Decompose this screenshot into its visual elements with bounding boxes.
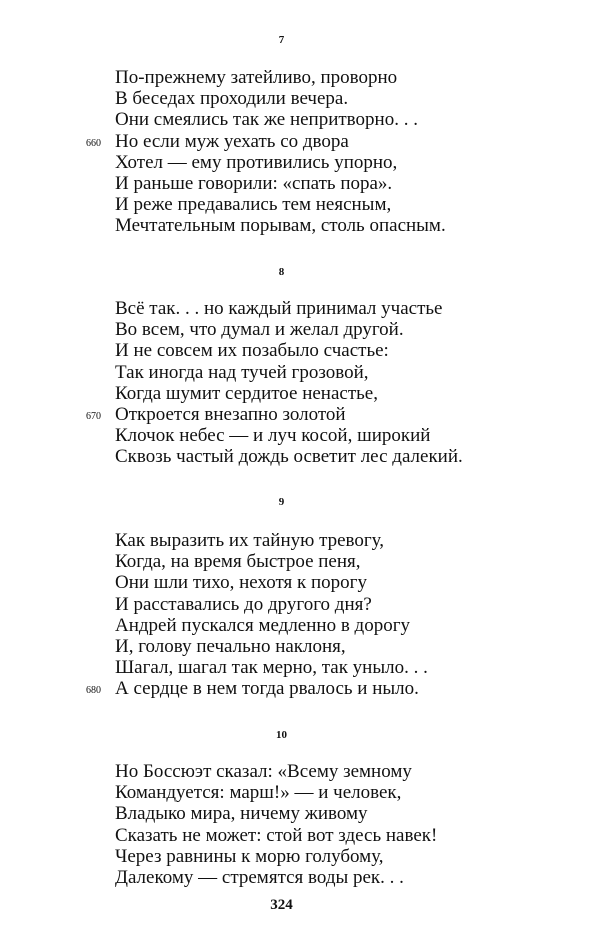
verse-text: Хотел — ему противились упорно,	[115, 151, 398, 173]
verse-text: Сказать не может: стой вот здесь навек!	[115, 824, 438, 846]
stanza-number: 8	[278, 266, 285, 278]
verse-line	[0, 867, 600, 888]
verse-text: Но если муж уехать со двора	[115, 130, 349, 152]
verse-text: Через равнины к морю голубому,	[115, 845, 384, 867]
verse-line	[0, 319, 600, 340]
verse-line	[0, 173, 600, 194]
verse-text: Когда шумит сердитое ненастье,	[115, 382, 378, 404]
verse-text: И расставались до другого дня?	[115, 593, 372, 615]
verse-text: Клочок небес — и луч косой, широкий	[115, 425, 431, 447]
stanza-lines	[0, 67, 600, 237]
verse-text: Но Боссюэт сказал: «Всему земному	[115, 761, 412, 782]
verse-text: Во всем, что думал и желал другой.	[115, 319, 404, 341]
verse-text: Откроется внезапно золотой	[115, 403, 346, 425]
verse-line	[0, 298, 600, 319]
verse-text: А сердце в нем тогда рвалось и ныло.	[115, 678, 419, 700]
verse-line	[0, 362, 600, 383]
page-number: 324	[270, 897, 293, 913]
verse-line	[0, 404, 600, 425]
stanza-lines	[0, 298, 600, 468]
verse-text: И реже предавались тем неясным,	[115, 194, 392, 216]
stanza-number: 7	[278, 34, 285, 46]
verse-line	[0, 825, 600, 846]
line-number: 660	[86, 137, 101, 149]
verse-line	[0, 594, 600, 615]
verse-text: Далекому — стремятся воды рек. . .	[115, 866, 404, 888]
verse-line	[0, 803, 600, 824]
verse-line	[0, 846, 600, 867]
verse-text: Всё так. . . но каждый принимал участье	[115, 298, 443, 319]
verse-text: И раньше говорили: «спать пора».	[115, 172, 393, 194]
verse-line	[0, 446, 600, 467]
verse-line	[0, 152, 600, 173]
verse-text: Командуется: марш!» — и человек,	[115, 782, 402, 804]
verse-text: Андрей пускался медленно в дорогу	[115, 614, 411, 636]
stanza-number: 9	[278, 496, 285, 508]
stanza-number: 10	[276, 729, 287, 741]
verse-line	[0, 761, 600, 782]
verse-line	[0, 340, 600, 361]
verse-line	[0, 657, 600, 678]
verse-text: И не совсем их позабыло счастье:	[115, 340, 389, 362]
verse-text: И, голову печально наклоня,	[115, 635, 346, 657]
stanza-lines	[0, 761, 600, 888]
verse-text: Они смеялись так же непритворно. . .	[115, 109, 418, 131]
stanza-lines	[0, 530, 600, 700]
verse-line	[0, 530, 600, 551]
verse-text: В беседах проходили вечера.	[115, 88, 349, 110]
line-number: 680	[86, 685, 101, 697]
verse-line	[0, 678, 600, 699]
verse-line	[0, 194, 600, 215]
verse-line	[0, 572, 600, 593]
verse-line	[0, 88, 600, 109]
verse-line	[0, 67, 600, 88]
verse-text: Когда, на время быстрое пеня,	[115, 551, 361, 573]
verse-line	[0, 551, 600, 572]
verse-line	[0, 615, 600, 636]
verse-text: Сквозь частый дождь осветит лес далекий.	[115, 446, 463, 468]
verse-line	[0, 383, 600, 404]
verse-line	[0, 109, 600, 130]
line-number: 670	[86, 410, 101, 422]
verse-line	[0, 636, 600, 657]
verse-text: Как выразить их тайную тревогу,	[115, 530, 385, 551]
verse-text: Мечтательным порывам, столь опасным.	[115, 215, 446, 237]
verse-line	[0, 131, 600, 152]
verse-text: Шагал, шагал так мерно, так уныло. . .	[115, 657, 428, 679]
verse-text: Они шли тихо, нехотя к порогу	[115, 572, 367, 594]
verse-line	[0, 215, 600, 236]
verse-text: Владыко мира, ничему живому	[115, 803, 368, 825]
verse-text: Так иногда над тучей грозовой,	[115, 361, 369, 383]
verse-line	[0, 425, 600, 446]
verse-text: По-прежнему затейливо, проворно	[115, 67, 398, 88]
verse-line	[0, 782, 600, 803]
